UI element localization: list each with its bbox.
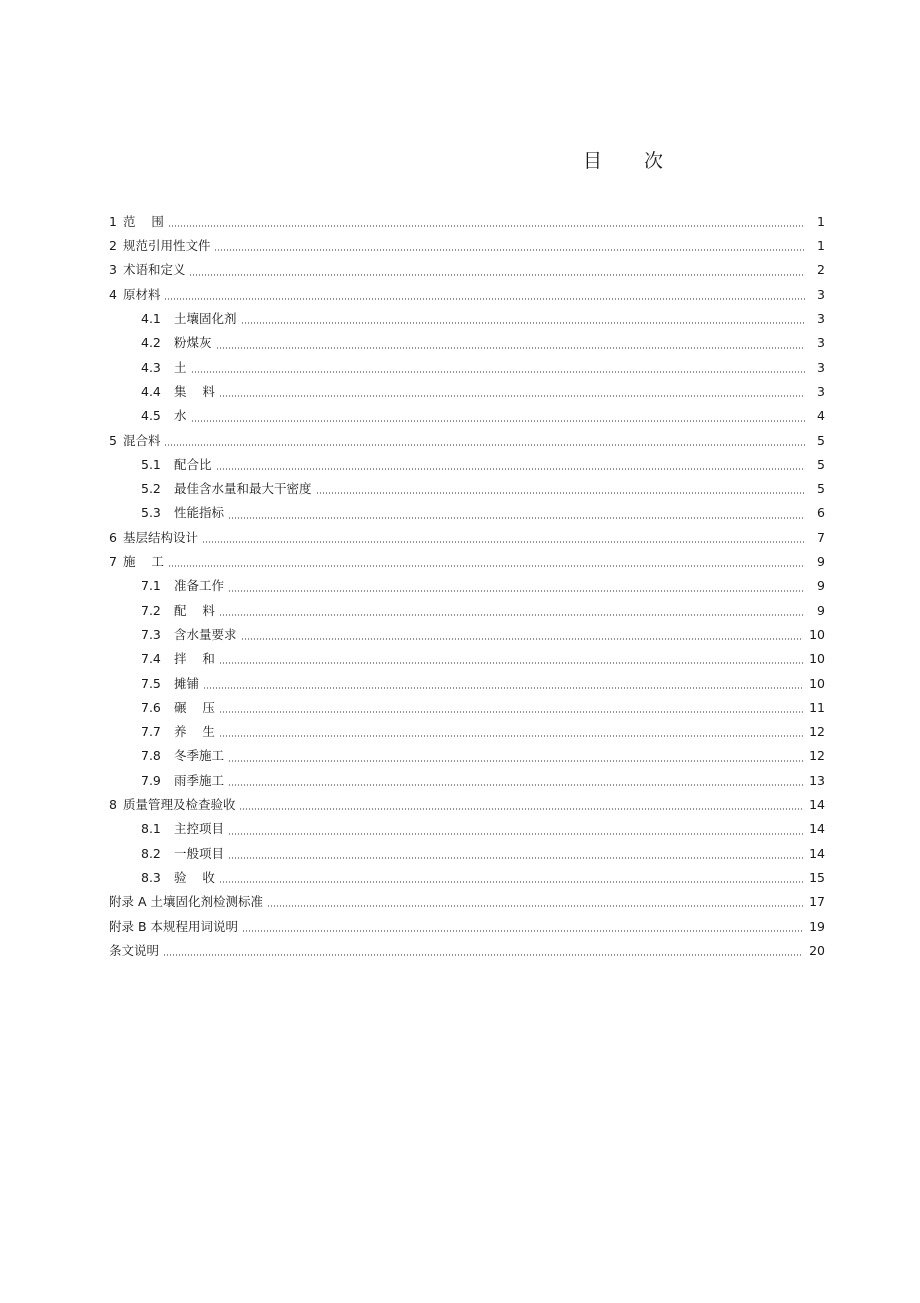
toc-entry-page-number: 9 <box>817 578 825 594</box>
toc-leader-dots <box>228 760 803 762</box>
toc-entry[interactable] <box>109 356 825 380</box>
toc-entry-page-number: 7 <box>817 529 825 545</box>
toc-entry-page-number: 10 <box>809 626 825 642</box>
toc-leader-dots <box>168 565 805 567</box>
toc-entry[interactable] <box>109 866 825 890</box>
toc-entry[interactable] <box>109 890 825 914</box>
toc-leader-dots <box>267 905 803 907</box>
toc-entry[interactable] <box>109 915 825 939</box>
toc-title: 目 次 <box>582 150 682 172</box>
toc-entry-label: 附录 B 本规程用词说明 <box>109 918 239 934</box>
toc-entry[interactable] <box>109 380 825 404</box>
toc-entry[interactable] <box>109 234 825 258</box>
toc-entry-label: 范 围 <box>122 213 164 229</box>
toc-entry-page-number: 3 <box>817 311 825 327</box>
toc-entry[interactable] <box>109 720 825 744</box>
toc-entry[interactable] <box>109 526 825 550</box>
toc-entry-page-number: 6 <box>817 505 825 521</box>
toc-entry-label: 养 生 <box>174 724 215 740</box>
toc-entry-page-number: 12 <box>809 724 825 740</box>
toc-entry-number: 4 <box>109 286 117 302</box>
toc-entry-label: 准备工作 <box>174 578 225 594</box>
toc-entry-number: 7.6 <box>141 699 161 715</box>
toc-leader-dots <box>219 735 803 737</box>
toc-leader-dots <box>228 857 803 859</box>
toc-entry-page-number: 17 <box>809 894 825 910</box>
toc-entry-page-number: 14 <box>809 845 825 861</box>
toc-entry[interactable] <box>109 623 825 647</box>
toc-entry-number: 8 <box>109 797 117 813</box>
toc-entry-number: 7 <box>109 554 117 570</box>
toc-entry-number: 7.5 <box>141 675 161 691</box>
toc-entry-page-number: 3 <box>817 359 825 375</box>
toc-entry-label: 基层结构设计 <box>122 529 198 545</box>
toc-entry-page-number: 15 <box>809 869 825 885</box>
toc-entry-number: 4.1 <box>141 311 161 327</box>
toc-entry-label: 主控项目 <box>174 821 225 837</box>
toc-entry-number: 7.7 <box>141 724 161 740</box>
toc-entry-page-number: 3 <box>817 383 825 399</box>
toc-entry[interactable] <box>109 453 825 477</box>
toc-entry-number: 3 <box>109 262 117 278</box>
toc-entry[interactable] <box>109 817 825 841</box>
toc-entry[interactable] <box>109 745 825 769</box>
toc-entry-label: 冬季施工 <box>174 748 225 764</box>
toc-entry-page-number: 3 <box>817 335 825 351</box>
toc-entry-label: 含水量要求 <box>174 626 237 642</box>
toc-entry-page-number: 14 <box>809 821 825 837</box>
toc-leader-dots <box>216 468 805 470</box>
toc-leader-dots <box>216 347 805 349</box>
toc-entry[interactable] <box>109 259 825 283</box>
toc-entry[interactable] <box>109 429 825 453</box>
toc-entry-page-number: 9 <box>817 602 825 618</box>
toc-entry[interactable] <box>109 599 825 623</box>
toc-leader-dots <box>219 395 805 397</box>
toc-entry-number: 7.1 <box>141 578 161 594</box>
toc-entry-number: 8.2 <box>141 845 161 861</box>
toc-leader-dots <box>228 517 805 519</box>
toc-entry-number: 7.3 <box>141 626 161 642</box>
toc-entry-page-number: 14 <box>809 797 825 813</box>
toc-entry-page-number: 1 <box>817 213 825 229</box>
toc-entry-number: 4.5 <box>141 408 161 424</box>
toc-entry-page-number: 5 <box>817 456 825 472</box>
toc-entry[interactable] <box>109 842 825 866</box>
toc-leader-dots <box>219 881 803 883</box>
toc-leader-dots <box>241 638 804 640</box>
toc-entry-number: 2 <box>109 238 117 254</box>
toc-entry-label: 土 <box>174 359 187 375</box>
toc-entry-page-number: 10 <box>809 651 825 667</box>
toc-entry-label: 验 收 <box>174 869 215 885</box>
toc-entry-label: 最佳含水量和最大干密度 <box>174 481 312 497</box>
toc-leader-dots <box>203 687 803 689</box>
toc-leader-dots <box>164 444 805 446</box>
toc-entry-number: 8.1 <box>141 821 161 837</box>
toc-entry[interactable] <box>109 477 825 501</box>
toc-entry-label: 集 料 <box>174 383 215 399</box>
toc-entry-page-number: 5 <box>817 432 825 448</box>
toc-entry-page-number: 9 <box>817 554 825 570</box>
toc-leader-dots <box>168 225 805 227</box>
toc-entry-number: 5 <box>109 432 117 448</box>
toc-leader-dots <box>241 322 805 324</box>
toc-entry-number: 5.2 <box>141 481 161 497</box>
toc-entry-number: 7.2 <box>141 602 161 618</box>
toc-entry-label: 条文说明 <box>109 942 160 958</box>
toc-leader-dots <box>239 808 803 810</box>
toc-entry-label: 碾 压 <box>174 699 215 715</box>
toc-entry-number: 7.8 <box>141 748 161 764</box>
toc-entry-label: 配 料 <box>174 602 215 618</box>
toc-entry[interactable] <box>109 210 825 234</box>
toc-entry[interactable] <box>109 502 825 526</box>
toc-entry-label: 摊铺 <box>174 675 200 691</box>
toc-entry-label: 一般项目 <box>174 845 225 861</box>
toc-entry-number: 5.3 <box>141 505 161 521</box>
toc-entry-number: 4.2 <box>141 335 161 351</box>
toc-leader-dots <box>214 249 805 251</box>
toc-entry[interactable] <box>109 283 825 307</box>
toc-entry-page-number: 19 <box>809 918 825 934</box>
toc-entry-label: 水 <box>174 408 187 424</box>
toc-leader-dots <box>228 833 803 835</box>
toc-leader-dots <box>163 954 803 956</box>
toc-entry-label: 原材料 <box>122 286 161 302</box>
toc-entry-label: 粉煤灰 <box>174 335 212 351</box>
toc-entry-number: 4.3 <box>141 359 161 375</box>
toc-entry-number: 7.9 <box>141 772 161 788</box>
toc-entry-page-number: 2 <box>817 262 825 278</box>
toc-leader-dots <box>316 492 805 494</box>
toc-entry-page-number: 4 <box>817 408 825 424</box>
toc-entry[interactable] <box>109 696 825 720</box>
toc-leader-dots <box>228 590 805 592</box>
toc-entry-number: 1 <box>109 213 117 229</box>
toc-leader-dots <box>191 371 805 373</box>
toc-entry-label: 术语和定义 <box>122 262 186 278</box>
toc-leader-dots <box>164 298 805 300</box>
toc-entry-label: 土壤固化剂 <box>174 311 237 327</box>
toc-entry-label: 雨季施工 <box>174 772 225 788</box>
table-of-contents <box>109 210 825 963</box>
toc-entry-page-number: 3 <box>817 286 825 302</box>
toc-leader-dots <box>219 711 803 713</box>
toc-entry[interactable] <box>109 574 825 598</box>
toc-entry-label: 规范引用性文件 <box>122 238 211 254</box>
toc-leader-dots <box>228 784 803 786</box>
toc-entry-page-number: 5 <box>817 481 825 497</box>
toc-entry-label: 施 工 <box>122 554 164 570</box>
toc-entry-label: 混合料 <box>122 432 161 448</box>
toc-entry-label: 性能指标 <box>174 505 225 521</box>
toc-entry[interactable] <box>109 550 825 574</box>
toc-leader-dots <box>191 420 805 422</box>
toc-entry-page-number: 13 <box>809 772 825 788</box>
toc-entry-label: 拌 和 <box>174 651 215 667</box>
toc-entry-number: 5.1 <box>141 456 161 472</box>
toc-entry-label: 配合比 <box>174 456 212 472</box>
toc-leader-dots <box>189 274 805 276</box>
toc-entry-label: 附录 A 土壤固化剂检测标准 <box>109 894 263 910</box>
toc-entry[interactable] <box>109 939 825 963</box>
toc-leader-dots <box>219 662 803 664</box>
toc-entry[interactable] <box>109 404 825 428</box>
toc-entry[interactable] <box>109 769 825 793</box>
toc-entry[interactable] <box>109 331 825 355</box>
toc-leader-dots <box>242 930 803 932</box>
toc-entry-number: 6 <box>109 529 117 545</box>
toc-entry-page-number: 1 <box>817 238 825 254</box>
toc-entry-number: 8.3 <box>141 869 161 885</box>
toc-entry[interactable] <box>109 793 825 817</box>
toc-entry-number: 7.4 <box>141 651 161 667</box>
toc-leader-dots <box>202 541 805 543</box>
toc-entry-page-number: 12 <box>809 748 825 764</box>
toc-entry-page-number: 20 <box>809 942 825 958</box>
toc-entry[interactable] <box>109 672 825 696</box>
toc-entry-page-number: 10 <box>809 675 825 691</box>
toc-entry-number: 4.4 <box>141 383 161 399</box>
toc-entry-page-number: 11 <box>809 699 825 715</box>
toc-entry[interactable] <box>109 647 825 671</box>
toc-leader-dots <box>219 614 805 616</box>
toc-entry[interactable] <box>109 307 825 331</box>
toc-entry-label: 质量管理及检查验收 <box>122 797 236 813</box>
